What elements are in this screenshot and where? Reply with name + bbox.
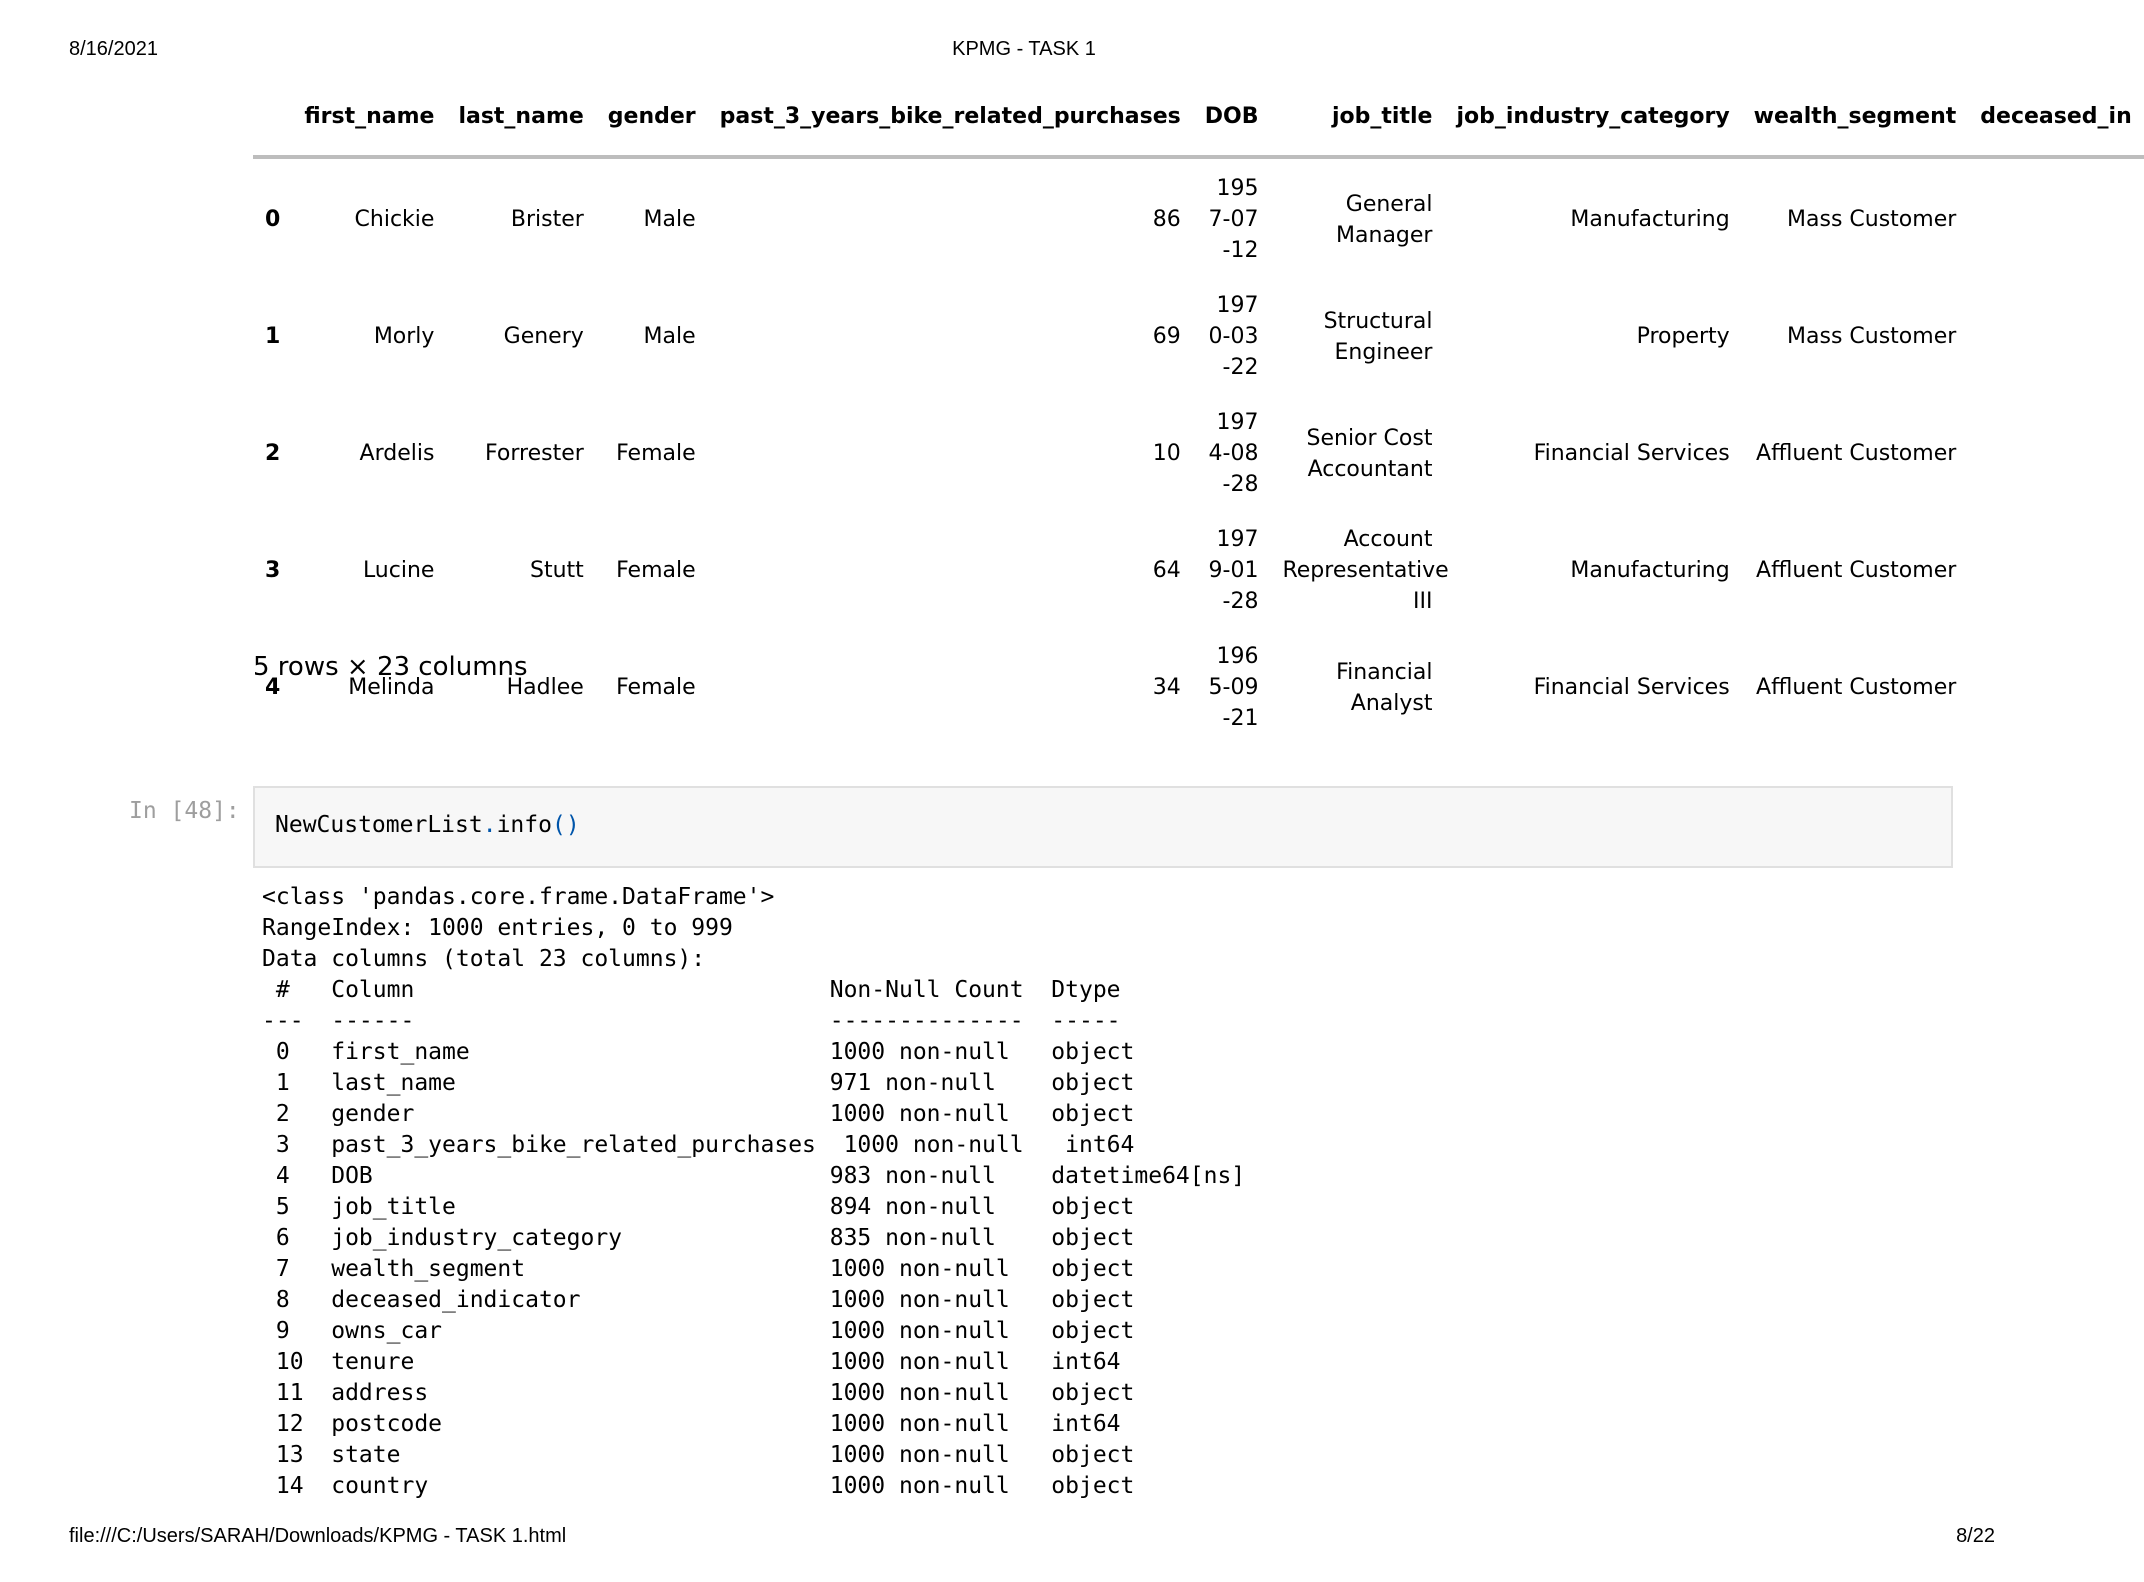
table-cell: Affluent Customer <box>1756 675 1957 700</box>
table-cell: Structural Engineer <box>1323 308 1433 365</box>
dataframe-output <box>253 92 2132 746</box>
table-cell <box>1968 278 2143 395</box>
table-cell: Ardelis <box>359 441 435 466</box>
table-cell: Manufacturing <box>1570 558 1730 583</box>
table-cell <box>1968 629 2143 746</box>
output-line: 11 address 1000 non-null object <box>262 1380 1246 1406</box>
table-cell: Morly <box>373 324 435 349</box>
table-cell: 34 <box>1152 675 1181 700</box>
output-line: 10 tenure 1000 non-null int64 <box>262 1349 1246 1375</box>
table-cell: Manufacturing <box>1570 207 1730 232</box>
output-line: Data columns (total 23 columns): <box>262 946 706 972</box>
table-cell <box>1968 395 2143 512</box>
dataframe-table <box>253 92 2144 746</box>
table-cell: Female <box>616 441 696 466</box>
column-header: wealth_segment <box>1742 92 1969 157</box>
column-header: deceased_in <box>1968 92 2143 157</box>
column-header: job_industry_category <box>1444 92 1741 157</box>
print-title: KPMG - TASK 1 <box>952 38 1096 60</box>
index-header <box>253 92 292 157</box>
table-cell: 1970-03-22 <box>1208 293 1259 380</box>
table-cell: Lucine <box>362 558 435 583</box>
table-cell: 1965-09-21 <box>1208 644 1259 731</box>
table-row <box>253 512 2144 629</box>
code-method: info <box>496 812 552 838</box>
output-line: 1 last_name 971 non-null object <box>262 1070 1246 1096</box>
table-cell: Financial Services <box>1533 441 1730 466</box>
input-prompt: In [48]: <box>129 798 240 824</box>
table-cell: Financial Services <box>1533 675 1730 700</box>
table-cell: 10 <box>1152 441 1181 466</box>
table-row <box>253 395 2144 512</box>
table-cell: 64 <box>1152 558 1181 583</box>
table-cell <box>1968 157 2143 278</box>
table-cell: 69 <box>1152 324 1181 349</box>
table-cell: Female <box>616 675 696 700</box>
row-index: 1 <box>265 324 281 349</box>
print-date: 8/16/2021 <box>69 38 158 60</box>
table-cell: Senior Cost Accountant <box>1306 425 1433 482</box>
print-page-number: 8/22 <box>1956 1525 1995 1547</box>
table-cell: Chickie <box>354 207 435 232</box>
table-cell: Hadlee <box>506 675 584 700</box>
header-row <box>253 92 2144 157</box>
code-line[interactable] <box>275 812 580 838</box>
output-line: # Column Non-Null Count Dtype <box>262 977 1246 1003</box>
table-row <box>253 278 2144 395</box>
row-index: 2 <box>265 441 281 466</box>
table-cell: Brister <box>510 207 584 232</box>
output-line: 4 DOB 983 non-null datetime64[ns] <box>262 1163 1246 1189</box>
table-cell: Mass Customer <box>1787 207 1957 232</box>
column-header: gender <box>596 92 708 157</box>
dataframe-shape-summary: 5 rows × 23 columns <box>253 652 528 682</box>
output-line: 3 past_3_years_bike_related_purchases 1000 non-null int64 <box>262 1132 1259 1158</box>
output-line: --- ------ -------------- ----- <box>262 1008 1246 1034</box>
code-object: NewCustomerList <box>275 812 483 838</box>
column-header: job_title <box>1270 92 1444 157</box>
table-cell: Affluent Customer <box>1756 558 1957 583</box>
output-line: RangeIndex: 1000 entries, 0 to 999 <box>262 915 733 941</box>
table-cell: Financial Analyst <box>1336 659 1433 716</box>
table-cell: Male <box>643 324 696 349</box>
table-cell: Female <box>616 558 696 583</box>
table-cell <box>1968 512 2143 629</box>
column-header: last_name <box>446 92 595 157</box>
column-header: first_name <box>292 92 446 157</box>
output-line: 0 first_name 1000 non-null object <box>262 1039 1246 1065</box>
output-line: 5 job_title 894 non-null object <box>262 1194 1246 1220</box>
output-line: 2 gender 1000 non-null object <box>262 1101 1246 1127</box>
table-cell: Stutt <box>530 558 584 583</box>
row-index: 4 <box>265 675 281 700</box>
output-line: <class 'pandas.core.frame.DataFrame'> <box>262 884 775 910</box>
dataframe-body <box>253 157 2144 746</box>
table-row <box>253 629 2144 746</box>
code-dot: . <box>482 812 497 838</box>
print-file-path: file:///C:/Users/SARAH/Downloads/KPMG - TASK 1.html <box>69 1525 567 1547</box>
table-cell: Mass Customer <box>1787 324 1957 349</box>
output-line: 9 owns_car 1000 non-null object <box>262 1318 1246 1344</box>
code-input-cell[interactable] <box>253 786 1953 868</box>
row-index: 3 <box>265 558 281 583</box>
table-cell: 86 <box>1152 207 1181 232</box>
table-cell: Affluent Customer <box>1756 441 1957 466</box>
table-cell: Account Representative III <box>1282 527 1449 614</box>
output-line: 6 job_industry_category 835 non-null object <box>262 1225 1246 1251</box>
output-line: 12 postcode 1000 non-null int64 <box>262 1411 1246 1437</box>
output-line: 13 state 1000 non-null object <box>262 1442 1246 1468</box>
table-cell: 1974-08-28 <box>1208 410 1259 497</box>
output-line: 7 wealth_segment 1000 non-null object <box>262 1256 1246 1282</box>
output-line: 8 deceased_indicator 1000 non-null object <box>262 1287 1246 1313</box>
table-cell: Property <box>1636 324 1730 349</box>
table-cell: Male <box>643 207 696 232</box>
table-cell: General Manager <box>1336 191 1433 248</box>
code-parens: () <box>551 812 580 838</box>
table-cell: Melinda <box>348 675 435 700</box>
info-output <box>262 882 1259 1502</box>
output-line: 14 country 1000 non-null object <box>262 1473 1246 1499</box>
table-cell: Genery <box>503 324 584 349</box>
table-cell: 1979-01-28 <box>1208 527 1259 614</box>
table-cell: Forrester <box>485 441 584 466</box>
dataframe-header <box>253 92 2144 157</box>
table-cell: 1957-07-12 <box>1208 176 1259 263</box>
column-header: past_3_years_bike_related_purchases <box>708 92 1193 157</box>
row-index: 0 <box>265 207 281 232</box>
table-row <box>253 157 2144 278</box>
column-header: DOB <box>1193 92 1271 157</box>
